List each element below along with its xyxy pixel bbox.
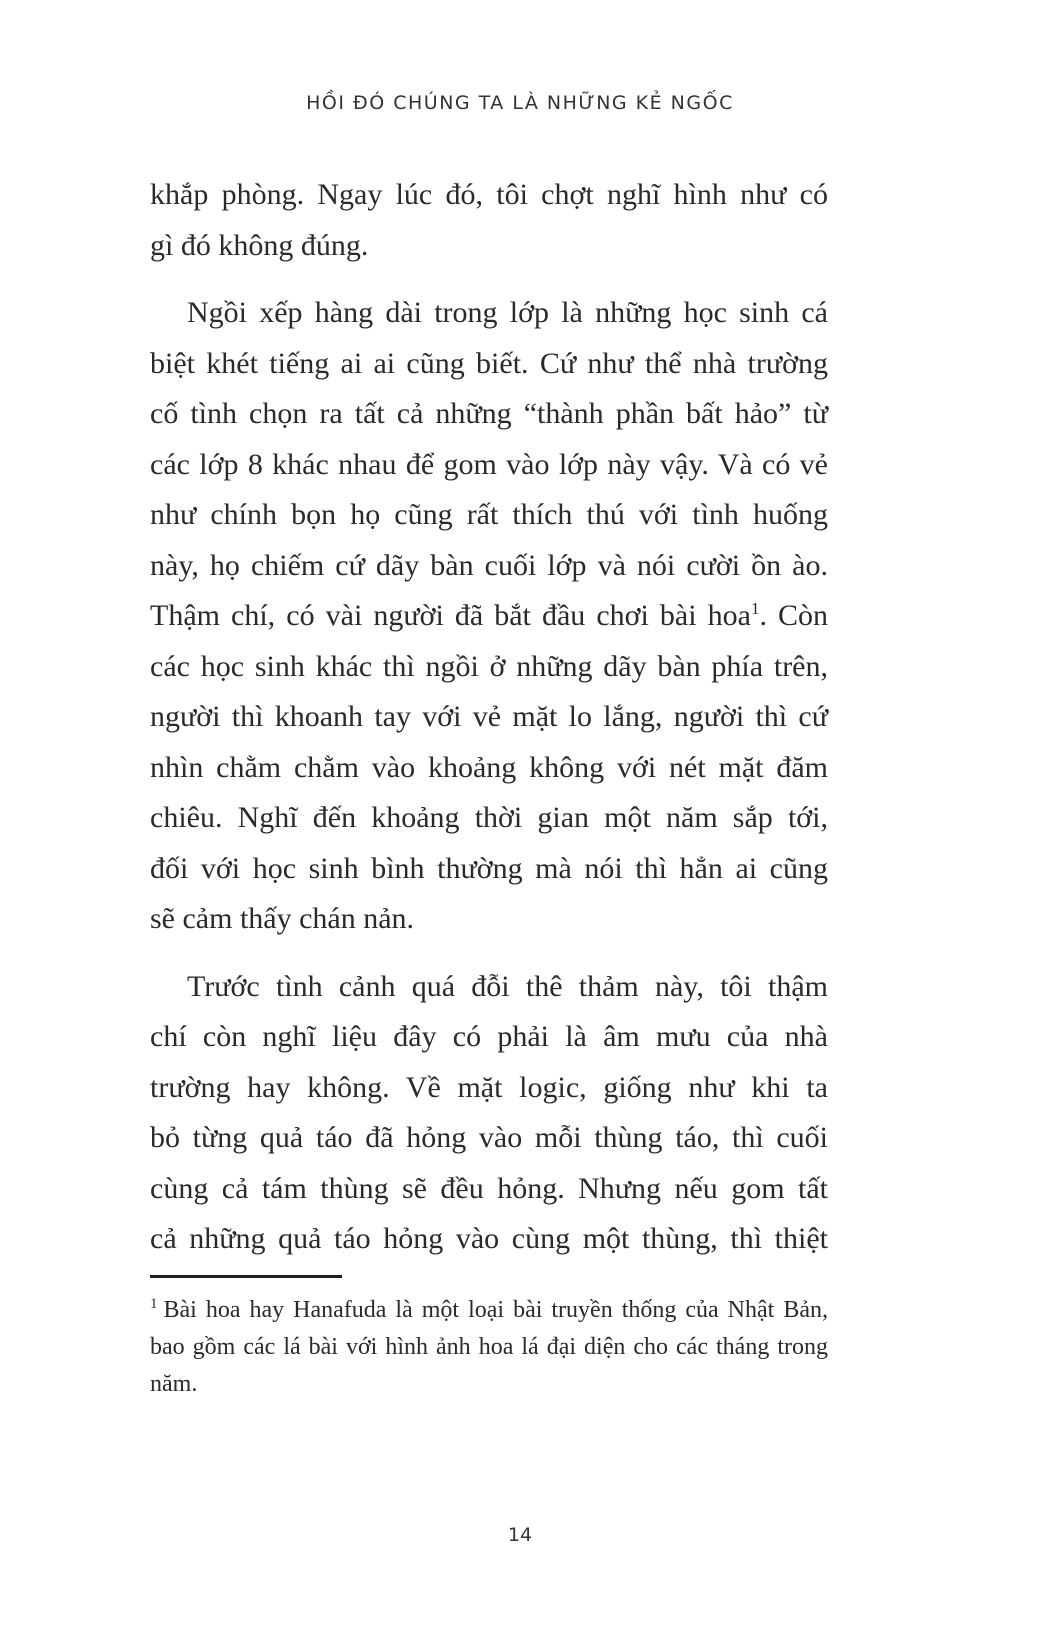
text-line: cố tình chọn ra tất cả những “thành phần bất hảo” từ (150, 397, 828, 430)
text-segment: . Còn (759, 599, 829, 632)
text-line: này, họ chiếm cứ dãy bàn cuối lớp và nói cười ồn ào. (150, 548, 828, 582)
text-line: trường hay không. Về mặt logic, giống như khi ta (150, 1070, 828, 1104)
footnote-reference: 1 (750, 599, 760, 618)
paragraph (150, 962, 828, 1265)
footnote-text: Bài hoa hay Hanafuda là một loại bài truyền thống của Nhật Bản, bao gồm các lá bài với hình ảnh hoa lá đại diện cho các tháng trong năm. (150, 1297, 828, 1397)
text-line: người thì khoanh tay với vẻ mặt lo lắng, người thì cứ (150, 700, 828, 733)
text-line: các lớp 8 khác nhau để gom vào lớp này vậy. Và có vẻ (150, 447, 828, 481)
text-line: sẽ cảm thấy chán nản. (150, 902, 415, 935)
text-segment: Thậm chí, có vài người đã bắt đầu chơi bài hoa (150, 599, 751, 632)
text-line: bỏ từng quả táo đã hỏng vào mỗi thùng táo, thì cuối (150, 1121, 828, 1154)
body-text (150, 170, 828, 1265)
paragraph (150, 288, 828, 945)
text-line: khắp phòng. Ngay lúc đó, tôi chợt nghĩ hình như có (150, 178, 828, 211)
text-line: đối với học sinh bình thường mà nói thì hẳn ai cũng (150, 851, 828, 885)
text-line: chiêu. Nghĩ đến khoảng thời gian một năm sắp tới, (150, 801, 828, 834)
text-line: biệt khét tiếng ai ai cũng biết. Cứ như thể nhà trường (150, 346, 828, 380)
text-line: gì đó không đúng. (150, 228, 369, 262)
text-line (150, 591, 828, 642)
text-line: chí còn nghĩ liệu đây có phải là âm mưu của nhà (150, 1020, 828, 1053)
text-line: cùng cả tám thùng sẽ đều hỏng. Nhưng nếu gom tất (150, 1171, 828, 1205)
footnote-divider (150, 1275, 342, 1278)
paragraph (150, 170, 828, 271)
text-line: như chính bọn họ cũng rất thích thú với tình huống (150, 498, 828, 531)
running-header: HỒI ĐÓ CHÚNG TA LÀ NHỮNG KẺ NGỐC (306, 92, 734, 114)
text-line: nhìn chằm chằm vào khoảng không với nét mặt đăm (150, 750, 828, 784)
text-line: Ngồi xếp hàng dài trong lớp là những học sinh cá (187, 296, 828, 329)
text-line: các học sinh khác thì ngồi ở những dãy bàn phía trên, (150, 649, 828, 683)
footnote (150, 1292, 828, 1403)
page-number: 14 (507, 1524, 533, 1546)
text-line: Trước tình cảnh quá đỗi thê thảm này, tôi thậm (187, 969, 828, 1003)
footnote-mark: 1 (150, 1296, 158, 1312)
text-line: cả những quả táo hỏng vào cùng một thùng, thì thiệt (150, 1222, 828, 1255)
